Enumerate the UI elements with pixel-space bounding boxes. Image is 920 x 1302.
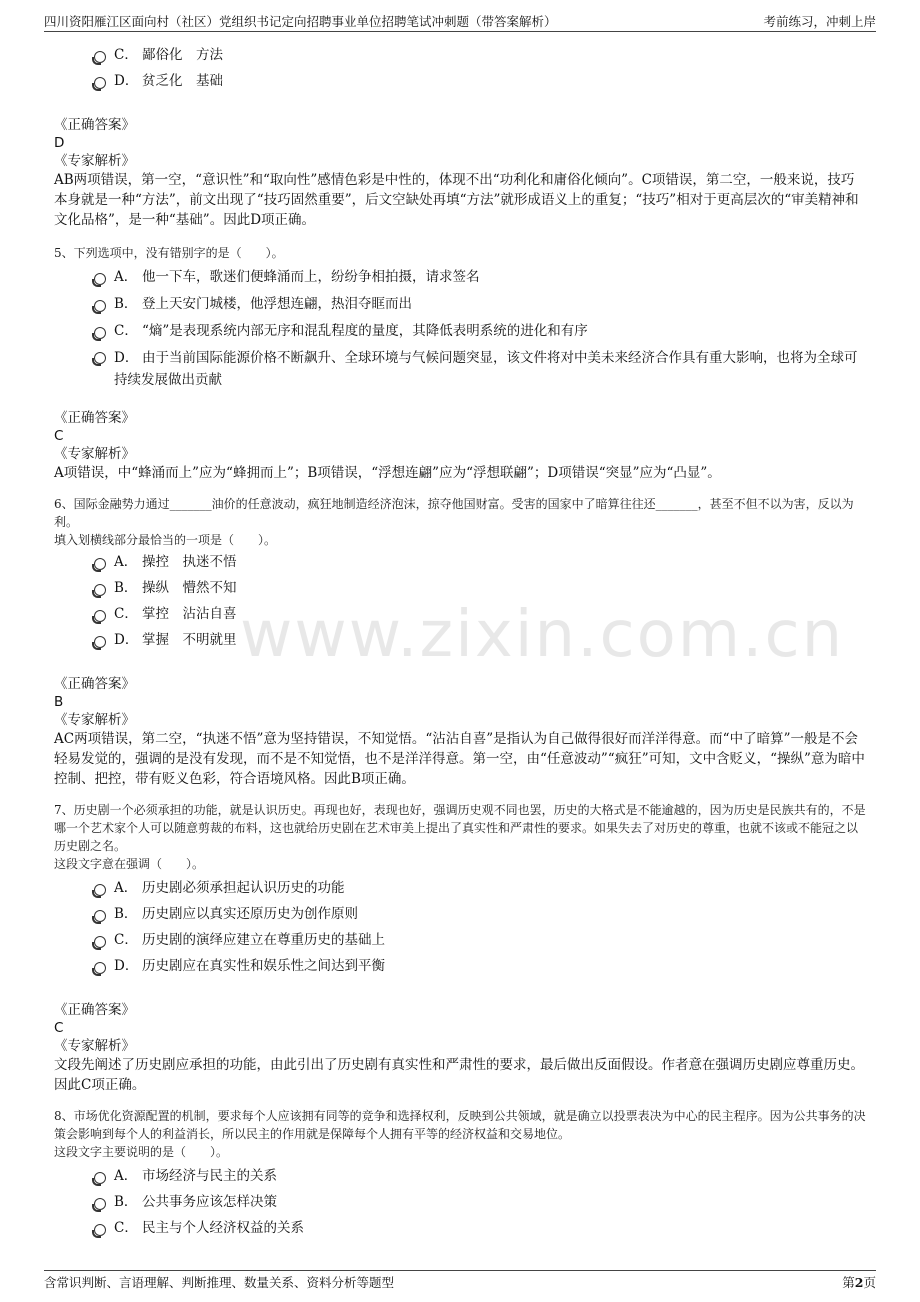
question-8 [54,1107,866,1241]
option-c[interactable]: C． 掌控 沾沾自喜 [54,601,866,627]
answer-value: D [54,135,65,151]
option-c[interactable]: C． “熵”是表现系统内部无序和混乱程度的量度，其降低表明系统的进化和有序 [54,318,866,344]
option-d[interactable]: D． 贫乏化 基础 [54,68,866,94]
question-6 [54,495,866,789]
page-footer [44,1270,876,1292]
option-c[interactable]: C． 鄙俗化 方法 [54,42,866,68]
radio-icon[interactable] [94,51,106,63]
option-c[interactable]: C． 历史剧的演绎应建立在尊重历史的基础上 [54,927,866,953]
question-7 [54,801,866,1095]
question-stem: 6、国际金融势力通过_______油价的任意波动，疯狂地制造经济泡沫，掠夺他国财富。受害的国家中了暗算往往还_______，甚至不但不以为害，反以为利。 [54,497,854,529]
answer-label: 《正确答案》 [54,117,135,133]
option-a[interactable]: A． 他一下车，歌迷们便蜂涌而上，纷纷争相拍摄，请求签名 [54,264,866,290]
radio-icon[interactable] [94,558,106,570]
radio-icon[interactable] [94,300,106,312]
question-prompt: 这段文字主要说明的是（ ）。 [54,1145,229,1159]
option-a[interactable]: A． 历史剧必须承担起认识历史的功能 [54,875,866,901]
radio-icon[interactable] [94,1172,106,1184]
page-number: 第2页 [842,1275,876,1290]
answer-label: 《正确答案》 [54,676,135,692]
question-prompt: 这段文字意在强调（ ）。 [54,857,205,871]
option-d[interactable]: D． 历史剧应在真实性和娱乐性之间达到平衡 [54,953,866,979]
page-header [44,10,876,32]
page-content [54,40,866,1241]
header-slogan: 考前练习，冲刺上岸 [763,14,876,29]
answer-label: 《正确答案》 [54,1002,135,1018]
question-stem: 8、市场优化资源配置的机制，要求每个人应该拥有同等的竞争和选择权利，反映到公共领域，就是确立以投票表决为中心的民主程序。因为公共事务的决策会影响到每个人的利益消长，所以民主的作用就是保障每个人拥有平等的经济权益和交易地位。 [54,1109,866,1141]
explanation-label: 《专家解析》 [54,153,135,169]
answer-label: 《正确答案》 [54,410,135,426]
radio-icon[interactable] [94,352,106,364]
question-4-tail [54,42,866,230]
question-stem: 5、下列选项中，没有错别字的是（ ）。 [54,246,284,260]
explanation-text: AB两项错误，第一空，“意识性”和“取向性”感情色彩是中性的，体现不出“功利化和庸俗化倾向”。C项错误，第二空，一般来说，技巧本身就是一种“方法”，前文出现了“技巧固然重要”，后文空缺处再填“方法”就形成语义上的重复；“技巧”相对于更高层次的“审美精神和文化品格”，是一种“基础”。因此D项正确。 [54,172,859,228]
option-b[interactable]: B． 登上天安门城楼，他浮想连翩，热泪夺眶而出 [54,291,866,317]
option-c[interactable]: C． 民主与个人经济权益的关系 [54,1215,866,1241]
radio-icon[interactable] [94,636,106,648]
option-b[interactable]: B． 公共事务应该怎样决策 [54,1189,866,1215]
question-stem: 7、历史剧一个必须承担的功能，就是认识历史。再现也好，表现也好，强调历史观不同也罢，历史的大格式是不能逾越的，因为历史是民族共有的，不是哪一个艺术家个人可以随意剪裁的布料，这也就给历史剧在艺术审美上提出了真实性和严肃性的要求。如果失去了对历史的尊重，也就不该或不能冠之以历史剧之名。 [54,803,866,853]
radio-icon[interactable] [94,1224,106,1236]
option-a[interactable]: A． 操控 执迷不悟 [54,549,866,575]
answer-value: C [54,1020,64,1036]
option-b[interactable]: B． 历史剧应以真实还原历史为创作原则 [54,901,866,927]
answer-value: B [54,694,64,710]
radio-icon[interactable] [94,273,106,285]
radio-icon[interactable] [94,884,106,896]
radio-icon[interactable] [94,327,106,339]
explanation-text: 文段先阐述了历史剧应承担的功能，由此引出了历史剧有真实性和严肃性的要求，最后做出反面假设。作者意在强调历史剧应尊重历史。因此C项正确。 [54,1057,864,1093]
explanation-text: AC两项错误，第二空，“执迷不悟”意为坚持错误，不知觉悟。“沾沾自喜”是指认为自己做得很好而洋洋得意。而“中了暗算”一般是不会轻易发觉的，强调的是没有发现，而不是不知觉悟，也不是洋洋得意。第一空，由“任意波动”“疯狂”可知，文中含贬义，“操纵”意为暗中控制、把控，带有贬义色彩，符合语境风格。因此B项正确。 [54,731,865,787]
option-d[interactable]: D． 掌握 不明就里 [54,627,866,653]
option-a[interactable]: A． 市场经济与民主的关系 [54,1163,866,1189]
explanation-text: A项错误，中“蜂涌而上”应为“蜂拥而上”；B项错误，“浮想连翩”应为“浮想联翩”；D项错误“突显”应为“凸显”。 [54,465,721,481]
radio-icon[interactable] [94,77,106,89]
option-d[interactable]: D． 由于当前国际能源价格不断飙升、全球环境与气候问题突显，该文件将对中美未来经济合作具有重大影响，也将为全球可持续发展做出贡献 [54,345,866,391]
explanation-label: 《专家解析》 [54,1038,135,1054]
answer-value: C [54,428,64,444]
radio-icon[interactable] [94,1198,106,1210]
question-prompt: 填入划横线部分最恰当的一项是（ ）。 [54,533,277,547]
radio-icon[interactable] [94,910,106,922]
explanation-label: 《专家解析》 [54,712,135,728]
radio-icon[interactable] [94,584,106,596]
document-title: 四川资阳雁江区面向村（社区）党组织书记定向招聘事业单位招聘笔试冲刺题（带答案解析） [44,14,557,29]
explanation-label: 《专家解析》 [54,446,135,462]
radio-icon[interactable] [94,962,106,974]
radio-icon[interactable] [94,936,106,948]
watermark: www.zixin.com.cn [240,598,845,672]
option-b[interactable]: B． 操纵 懵然不知 [54,575,866,601]
radio-icon[interactable] [94,610,106,622]
footer-categories: 含常识判断、言语理解、判断推理、数量关系、资料分析等题型 [44,1275,395,1290]
question-5 [54,244,866,483]
